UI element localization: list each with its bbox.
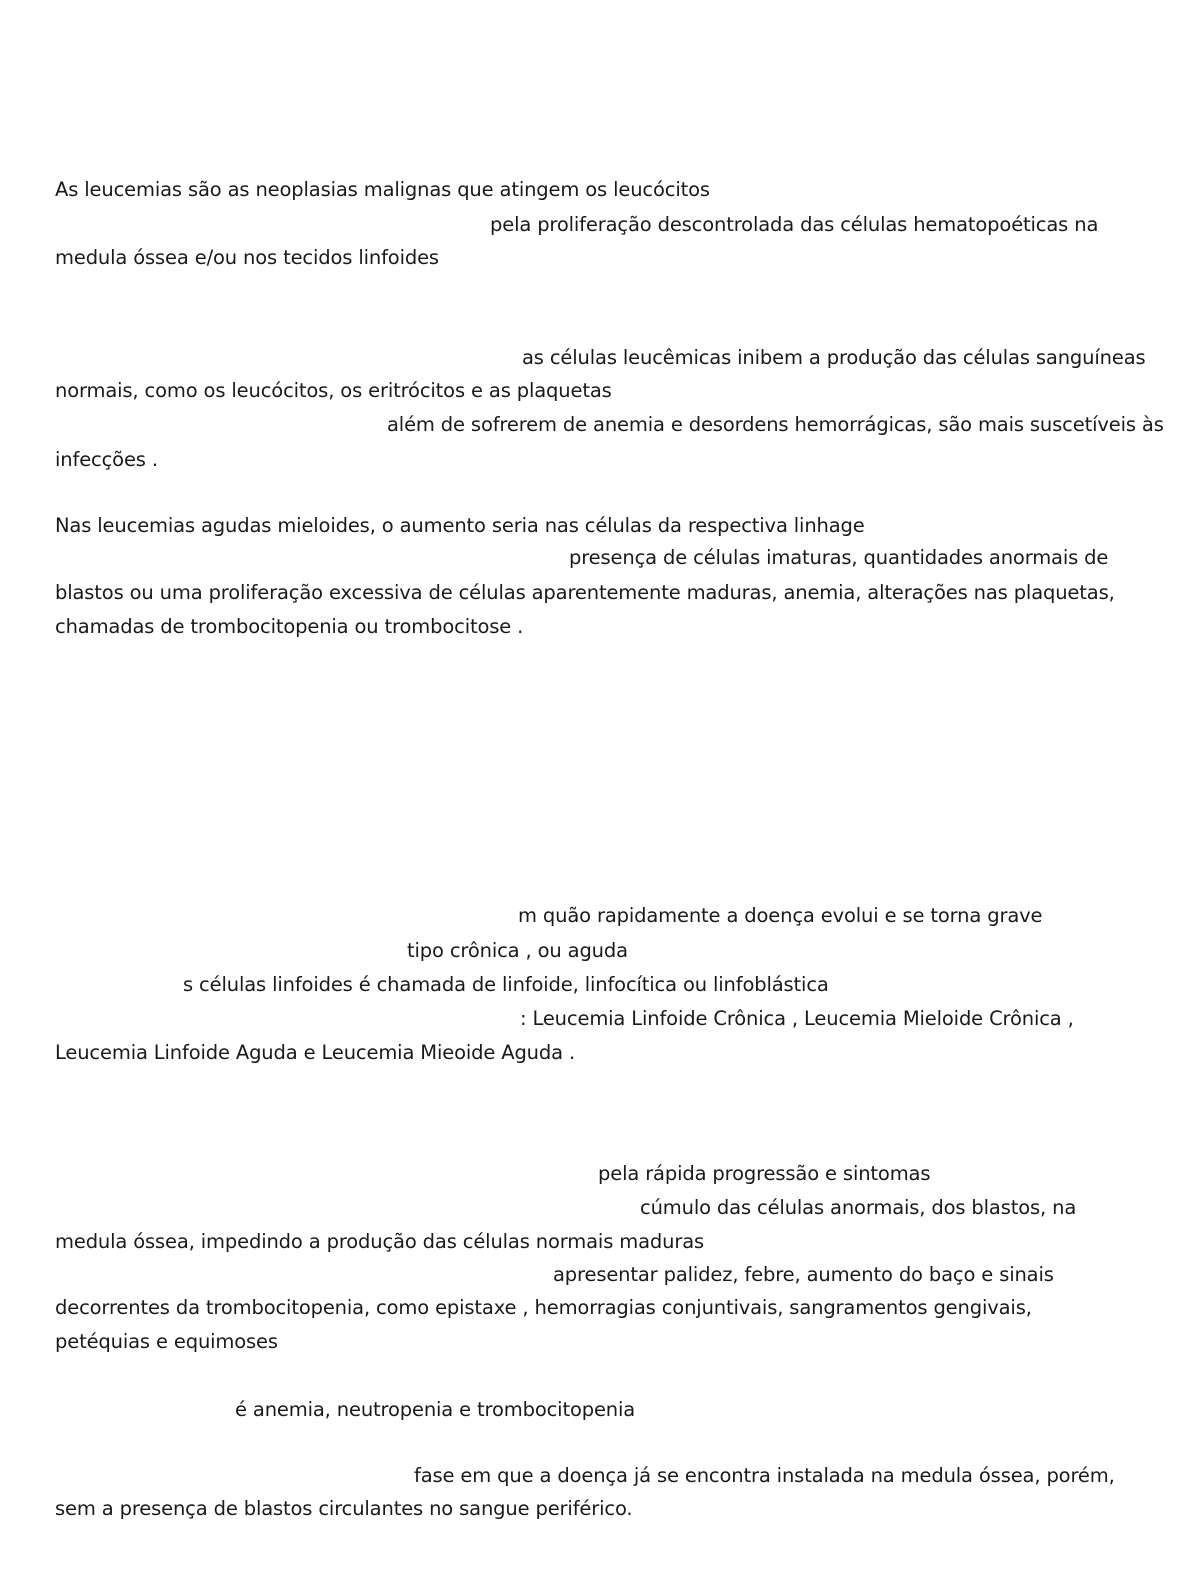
paragraph-4-line-5: Leucemia Linfoide Aguda e Leucemia Mieoide Aguda .	[55, 1041, 576, 1064]
paragraph-5-line-4: apresentar palidez, febre, aumento do baço e sinais	[553, 1263, 1054, 1286]
paragraph-4-line-2: tipo crônica , ou aguda	[407, 939, 628, 962]
paragraph-4-line-4: : Leucemia Linfoide Crônica , Leucemia Mieloide Crônica ,	[520, 1007, 1074, 1030]
paragraph-3-line-1: Nas leucemias agudas mieloides, o aumento seria nas células da respectiva linhage	[55, 514, 865, 537]
paragraph-3-line-4: chamadas de trombocitopenia ou trombocitose .	[55, 615, 524, 638]
paragraph-5-line-5: decorrentes da trombocitopenia, como epistaxe , hemorragias conjuntivais, sangramentos gengivais,	[55, 1296, 1032, 1319]
paragraph-2-line-4: infecções .	[55, 448, 158, 471]
paragraph-5-line-1: pela rápida progressão e sintomas	[598, 1162, 931, 1185]
paragraph-4-line-1: m quão rapidamente a doença evolui e se torna grave	[518, 904, 1043, 927]
paragraph-3-line-3: blastos ou uma proliferação excessiva de células aparentemente maduras, anemia, alterações nas plaquetas,	[55, 581, 1115, 604]
paragraph-7-line-2: sem a presença de blastos circulantes no sangue periférico.	[55, 1497, 633, 1520]
paragraph-5-line-3: medula óssea, impedindo a produção das células normais maduras	[55, 1230, 705, 1253]
paragraph-1-line-1: As leucemias são as neoplasias malignas que atingem os leucócitos	[55, 178, 710, 201]
paragraph-5-line-2: cúmulo das células anormais, dos blastos, na	[640, 1196, 1077, 1219]
paragraph-2-line-2: normais, como os leucócitos, os eritrócitos e as plaquetas	[55, 379, 612, 402]
paragraph-7-line-1: fase em que a doença já se encontra instalada na medula óssea, porém,	[414, 1464, 1115, 1487]
paragraph-5-line-6: petéquias e equimoses	[55, 1330, 278, 1353]
paragraph-2-line-3: além de sofrerem de anemia e desordens hemorrágicas, são mais suscetíveis às	[387, 413, 1164, 436]
paragraph-1-line-3: medula óssea e/ou nos tecidos linfoides	[55, 246, 439, 269]
paragraph-4-line-3: s células linfoides é chamada de linfoide, linfocítica ou linfoblástica	[183, 973, 829, 996]
paragraph-2-line-1: as células leucêmicas inibem a produção das células sanguíneas	[522, 346, 1146, 369]
paragraph-6-line-1: é anemia, neutropenia e trombocitopenia	[235, 1398, 636, 1421]
paragraph-3-line-2: presença de células imaturas, quantidades anormais de	[569, 546, 1109, 569]
paragraph-1-line-2: pela proliferação descontrolada das células hematopoéticas na	[490, 213, 1099, 236]
